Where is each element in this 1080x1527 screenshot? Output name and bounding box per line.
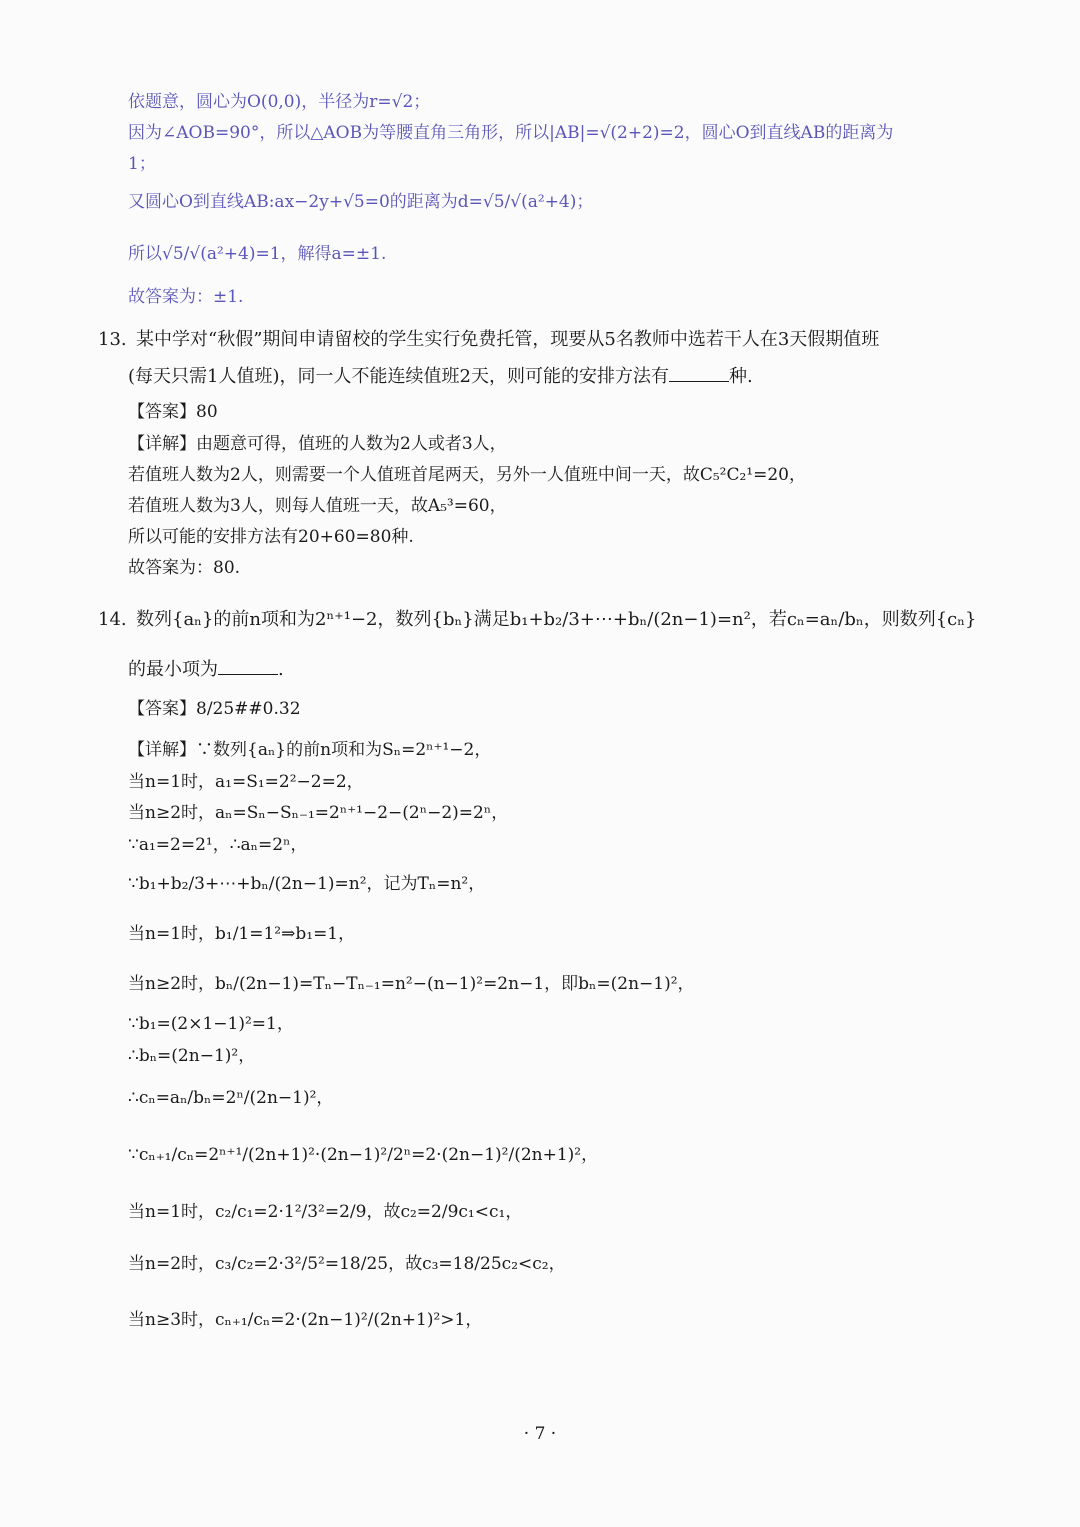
detail-line: 当n≥2时，aₙ=Sₙ−Sₙ₋₁=2ⁿ⁺¹−2−(2ⁿ−2)=2ⁿ， [128,803,509,823]
question-13-line2 [128,365,1020,389]
question-14-line2 [128,658,1020,682]
answer-label: 【答案】80 [128,402,218,422]
detail-line: 若值班人数为3人，则每人值班一天，故A₅³=60， [128,496,507,516]
answer-blank [218,658,278,675]
question-number: 14. [98,609,127,630]
detail-line: ∴cₙ=aₙ/bₙ=2ⁿ/(2n−1)²， [128,1088,334,1108]
detail-line: 故答案为：80. [128,558,241,578]
detail-line: 【详解】由题意可得，值班的人数为2人或者3人， [128,434,507,454]
detail-line: 当n=1时，b₁/1=1²⇒b₁=1， [128,924,356,944]
detail-line: 当n≥2时，bₙ/(2n−1)=Tₙ−Tₙ₋₁=n²−(n−1)²=2n−1，即bₙ=(2n−1)²， [128,974,695,994]
question-text: 某中学对“秋假”期间申请留校的学生实行免费托管，现要从5名教师中选若干人在3天假期值班 [136,329,880,350]
detail-line: 当n=2时，c₃/c₂=2·3²/5²=18/25，故c₃=18/25c₂<c₂， [128,1254,566,1274]
prev-solution-line: 所以√5/√(a²+4)=1，解得a=±1. [128,244,387,264]
prev-solution-line: 又圆心O到直线AB:ax−2y+√5=0的距离为d=√5/√(a²+4)； [128,192,594,212]
page-number: · 7 · [523,1424,557,1444]
question-text: 种. [728,366,753,387]
prev-solution-line: 故答案为：±1. [128,287,244,307]
detail-line: ∵b₁=(2×1−1)²=1， [128,1014,294,1034]
prev-solution-line: 1； [128,154,156,174]
answer-label: 【答案】8/25##0.32 [128,699,301,719]
detail-line: ∵a₁=2=2¹，∴aₙ=2ⁿ， [128,835,308,855]
detail-line: 当n≥3时，cₙ₊₁/cₙ=2·(2n−1)²/(2n+1)²>1， [128,1310,483,1330]
detail-line: 若值班人数为2人，则需要一个人值班首尾两天，另外一人值班中间一天，故C₅²C₂¹=20， [128,465,806,485]
question-text: 数列{aₙ}的前n项和为2ⁿ⁺¹−2，数列{bₙ}满足b₁+b₂/3+⋯+bₙ/(2n−1)=n²，若cₙ=aₙ/bₙ，则数列{cₙ} [136,609,977,630]
detail-line: ∵cₙ₊₁/cₙ=2ⁿ⁺¹/(2n+1)²·(2n−1)²/2ⁿ=2·(2n−1)²/(2n+1)²， [128,1145,599,1165]
detail-line: 所以可能的安排方法有20+60=80种. [128,527,414,547]
question-text: (每天只需1人值班)，同一人不能连续值班2天，则可能的安排方法有 [128,366,669,387]
detail-line: 当n=1时，c₂/c₁=2·1²/3²=2/9，故c₂=2/9c₁<c₁， [128,1202,523,1222]
prev-solution-line: 因为∠AOB=90°，所以△AOB为等腰直角三角形，所以|AB|=√(2+2)=2，圆心O到直线AB的距离为 [128,123,894,143]
detail-line: 当n=1时，a₁=S₁=2²−2=2， [128,772,364,792]
prev-solution-line: 依题意，圆心为O(0,0)，半径为r=√2； [128,92,431,112]
detail-line: ∴bₙ=(2n−1)²， [128,1046,256,1066]
question-14-line1 [98,608,1020,632]
question-13-line1 [98,328,1020,352]
question-text: 的最小项为 [128,659,218,680]
detail-line: ∵b₁+b₂/3+⋯+bₙ/(2n−1)=n²，记为Tₙ=n²， [128,874,486,894]
detail-line: 【详解】∵数列{aₙ}的前n项和为Sₙ=2ⁿ⁺¹−2， [128,740,492,760]
question-text: . [278,659,284,680]
answer-blank [669,365,729,382]
question-number: 13. [98,329,127,350]
